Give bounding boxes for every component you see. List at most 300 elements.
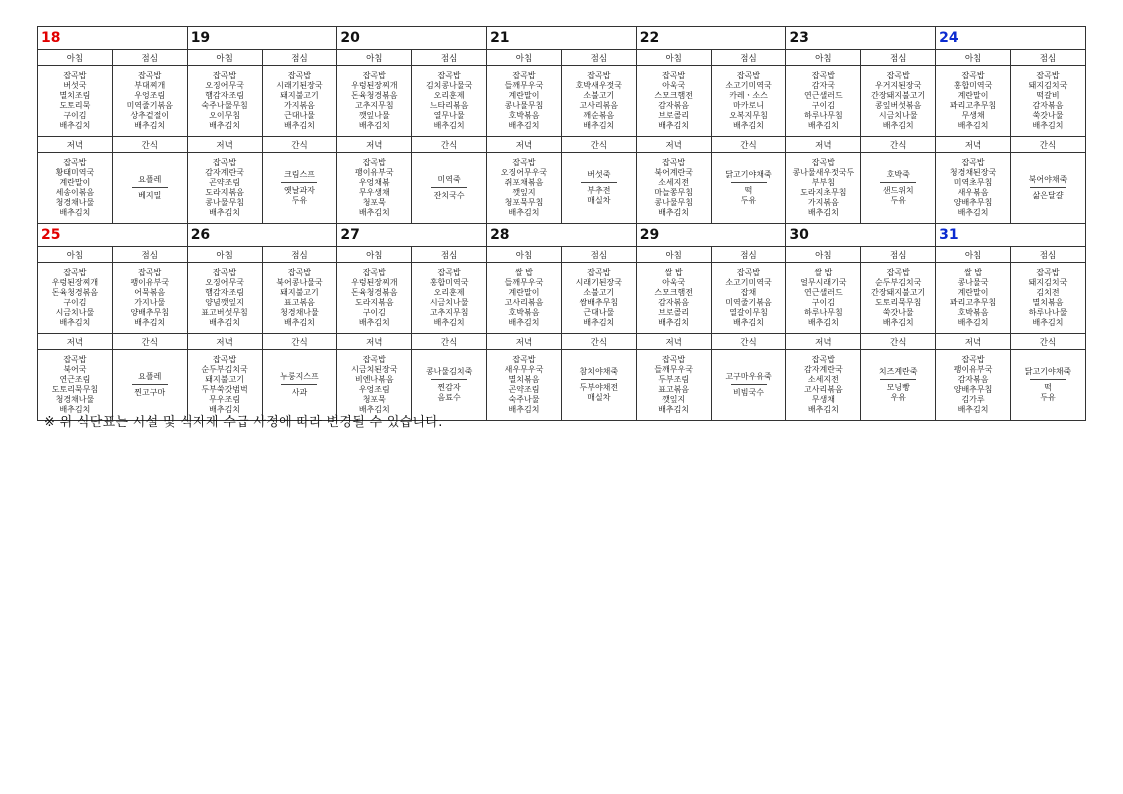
dinner-menu: [337, 153, 412, 224]
snack-item: 크림스프: [283, 170, 315, 179]
dinner-menu: [487, 350, 562, 421]
menu-item: 마카로니: [733, 101, 764, 110]
breakfast-menu: [337, 66, 412, 137]
menu-item: 배추김치: [658, 208, 690, 217]
snack-divider: [731, 384, 767, 385]
snack-item: 우유: [890, 393, 906, 402]
menu-item: 스모크햄전: [654, 91, 693, 100]
menu-item: 세송이볶음: [55, 188, 95, 197]
snack-item: 요플레: [138, 372, 162, 381]
menu-item: 잡곡밥: [362, 158, 386, 167]
menu-item: 깨순볶음: [583, 111, 615, 120]
menu-item: 근대나물: [283, 111, 315, 120]
table-row: [38, 224, 1086, 247]
menu-item: 우렁된장찌개: [351, 81, 398, 90]
menu-item: 고추지무침: [429, 308, 469, 317]
menu-item: 돈육청경볶음: [51, 288, 99, 297]
menu-item: 계란말이: [957, 288, 989, 297]
snack-menu: [112, 153, 187, 224]
menu-item: 곤약조림: [508, 385, 540, 394]
menu-item: 미역줄기볶음: [725, 298, 772, 307]
menu-item: 호박새우젓국: [575, 81, 623, 90]
menu-item: 배추김치: [134, 121, 166, 130]
menu-item: 계란말이: [957, 91, 989, 100]
snack-item: 요플레: [138, 175, 162, 184]
dinner-menu: [187, 350, 262, 421]
dinner-label: 저녁: [487, 334, 562, 350]
menu-item: 배추김치: [209, 405, 241, 414]
menu-item: 도토리묵무침: [875, 298, 922, 307]
menu-item: 무생채: [811, 395, 835, 404]
snack-item: 떡: [744, 186, 753, 195]
menu-item: 잡곡밥: [213, 355, 237, 364]
menu-item: 잡곡밥: [437, 71, 461, 80]
snack-item: 두유: [291, 196, 308, 205]
menu-item: 무우조림: [209, 395, 241, 404]
menu-item: 멸치볶음: [1032, 298, 1064, 307]
snack-divider: [281, 384, 317, 385]
snack-menu: [262, 153, 337, 224]
menu-item: 잡곡밥: [63, 268, 87, 277]
menu-item: 잡곡밥: [213, 71, 237, 80]
menu-item: 배추김치: [283, 121, 315, 130]
snack-menu: [561, 153, 636, 224]
menu-item: 돼지김치국: [1028, 81, 1068, 90]
dinner-label: 저녁: [337, 137, 412, 153]
menu-item: 콩잎버섯볶음: [875, 101, 922, 110]
snack-menu: [112, 350, 187, 421]
lunch-label: 점심: [711, 50, 786, 66]
menu-item: 배추김치: [807, 318, 839, 327]
menu-item: 가지볶음: [807, 198, 839, 207]
menu-item: 쥐포채볶음: [504, 178, 544, 187]
menu-item: 배추김치: [733, 318, 764, 327]
menu-item: 잡곡밥: [662, 71, 686, 80]
snack-item: 두유: [890, 196, 906, 205]
lunch-label: 점심: [112, 247, 187, 263]
menu-item: 구이김: [811, 101, 835, 110]
dinner-menu: [337, 350, 412, 421]
menu-item: 배추김치: [358, 405, 390, 414]
menu-item: 시금치된장국: [351, 365, 398, 374]
snack-item: 옛날과자: [283, 186, 315, 195]
snack-label: 간식: [1010, 137, 1085, 153]
menu-item: 도라지볶음: [205, 188, 244, 197]
dinner-menu: [38, 350, 113, 421]
breakfast-label: 아침: [786, 247, 861, 263]
menu-item: 버섯국: [63, 81, 87, 90]
day-date: 22: [636, 27, 786, 50]
menu-item: 마늘쫑무침: [654, 188, 693, 197]
menu-item: 들깨무우국: [504, 81, 544, 90]
menu-item: 배추김치: [658, 405, 690, 414]
snack-label: 간식: [112, 137, 187, 153]
menu-item: 배추김치: [209, 318, 241, 327]
dinner-label: 저녁: [936, 334, 1011, 350]
menu-item: 배추김치: [209, 121, 241, 130]
snack-item: 닭고기야채죽: [725, 170, 772, 179]
menu-item: 무우생채: [358, 188, 390, 197]
breakfast-label: 아침: [636, 50, 711, 66]
menu-item: 잡곡밥: [512, 158, 536, 167]
menu-item: 하루나나물: [1028, 308, 1068, 317]
menu-item: 잡곡밥: [811, 355, 835, 364]
snack-item: 부추전: [587, 186, 611, 195]
day-date: 18: [38, 27, 188, 50]
dinner-label: 저녁: [786, 137, 861, 153]
menu-item: 잡곡밥: [736, 71, 761, 80]
menu-item: 쌀 밥: [664, 268, 683, 277]
menu-item: 쑥갓나물: [882, 308, 914, 317]
day-date: 27: [337, 224, 487, 247]
dinner-menu: [636, 153, 711, 224]
dinner-label: 저녁: [187, 334, 262, 350]
menu-item: 홍합미역국: [953, 81, 993, 90]
menu-item: 구이김: [362, 308, 386, 317]
menu-item: 오리훈제: [433, 91, 465, 100]
menu-item: 청경채나물: [280, 308, 319, 317]
snack-menu: [861, 350, 936, 421]
menu-item: 콩나물새우젓국두: [792, 168, 855, 177]
menu-item: 쌀 밥: [964, 268, 983, 277]
day-date: 26: [187, 224, 337, 247]
table-row: [38, 153, 1086, 224]
snack-label: 간식: [1010, 334, 1085, 350]
menu-item: 잡곡밥: [512, 71, 536, 80]
day-date: 23: [786, 27, 936, 50]
breakfast-label: 아침: [337, 50, 412, 66]
menu-item: 간장돼지불고기: [871, 91, 926, 100]
menu-item: 우엉조림: [358, 385, 390, 394]
dinner-menu: [786, 350, 861, 421]
menu-item: 팽이유부국: [953, 365, 993, 374]
menu-item: 감자볶음: [1032, 101, 1064, 110]
menu-item: 오이무침: [209, 111, 241, 120]
menu-item: 청포묵: [362, 198, 386, 207]
snack-item: 삶은달걀: [1032, 191, 1064, 200]
snack-item: 샌드위치: [882, 186, 914, 195]
menu-item: 오리훈제: [433, 288, 465, 297]
menu-item: 김가루: [961, 395, 985, 404]
menu-item: 시금치나물: [878, 111, 918, 120]
menu-item: 연근조림: [59, 375, 91, 384]
snack-menu: [1010, 153, 1085, 224]
menu-item: 도라지볶음: [354, 298, 394, 307]
menu-item: 쌀 밥: [814, 268, 833, 277]
lunch-menu: [1010, 263, 1085, 334]
menu-item: 감자국: [811, 81, 835, 90]
menu-item: 소세지전: [807, 375, 839, 384]
menu-item: 브로콜리: [658, 308, 690, 317]
day-date: 21: [487, 27, 637, 50]
menu-item: 배추김치: [508, 405, 540, 414]
menu-item: 배추김치: [807, 121, 839, 130]
dinner-menu: [936, 350, 1011, 421]
dinner-menu: [487, 153, 562, 224]
menu-item: 상추겉절이: [130, 111, 170, 120]
menu-item: 연근샐러드: [804, 288, 843, 297]
breakfast-label: 아침: [487, 50, 562, 66]
snack-item: 떡: [1044, 383, 1052, 392]
menu-item: 아욱국: [662, 278, 686, 287]
dinner-menu: [38, 153, 113, 224]
menu-item: 청경채된장국: [949, 168, 997, 177]
menu-item: 배추김치: [1032, 318, 1064, 327]
menu-item: 감자볶음: [957, 375, 989, 384]
breakfast-label: 아침: [936, 247, 1011, 263]
menu-item: 배추김치: [508, 121, 540, 130]
breakfast-label: 아침: [38, 247, 113, 263]
menu-item: 잡곡밥: [362, 71, 386, 80]
menu-item: 돈육청경볶음: [351, 91, 398, 100]
menu-item: 오징어무국: [205, 81, 244, 90]
breakfast-menu: [187, 66, 262, 137]
menu-item: 고사리볶음: [579, 101, 619, 110]
menu-item: 깻잎지: [512, 188, 536, 197]
menu-item: 감자볶음: [658, 298, 690, 307]
lunch-menu: [112, 66, 187, 137]
snack-item: 매실차: [587, 393, 611, 402]
table-row: [38, 137, 1086, 153]
day-date: 28: [487, 224, 637, 247]
menu-item: 배추김치: [957, 208, 989, 217]
menu-item: 근대나물: [583, 308, 615, 317]
menu-item: 두부쑥갓범벅: [201, 385, 248, 394]
snack-item: 두유: [740, 196, 757, 205]
menu-item: 계란말이: [508, 91, 540, 100]
menu-item: 부부침: [811, 178, 835, 187]
lunch-label: 점심: [861, 50, 936, 66]
breakfast-menu: [487, 66, 562, 137]
menu-item: 배추김치: [209, 208, 241, 217]
dinner-label: 저녁: [38, 334, 113, 350]
menu-item: 열갈이무침: [729, 308, 768, 317]
menu-item: 표고볶음: [283, 298, 315, 307]
menu-item: 잡곡밥: [138, 71, 162, 80]
menu-item: 양배추무침: [953, 198, 993, 207]
breakfast-label: 아침: [187, 247, 262, 263]
menu-item: 돼지불고기: [280, 288, 319, 297]
menu-item: 숙주나물: [508, 395, 540, 404]
menu-item: 황태미역국: [55, 168, 95, 177]
menu-item: 가지볶음: [283, 101, 315, 110]
snack-item: 잔치국수: [433, 191, 465, 200]
menu-item: 청경채나물: [55, 198, 95, 207]
day-date: 24: [936, 27, 1086, 50]
menu-item: 배추김치: [807, 208, 839, 217]
snack-divider: [880, 379, 916, 380]
menu-item: 청경채나물: [55, 395, 95, 404]
snack-item: 참치야채죽: [579, 367, 619, 376]
snack-label: 간식: [711, 334, 786, 350]
snack-menu: [711, 153, 786, 224]
snack-menu: [561, 350, 636, 421]
menu-item: 순두부김치국: [875, 278, 922, 287]
snack-item: 모닝빵: [886, 383, 910, 392]
menu-item: 잡곡밥: [287, 268, 312, 277]
menu-item: 배추김치: [583, 318, 615, 327]
snack-menu: [711, 350, 786, 421]
menu-item: 배추김치: [134, 318, 166, 327]
menu-item: 도토리묵무침: [51, 385, 99, 394]
snack-divider: [431, 379, 467, 380]
menu-item: 미역초무침: [953, 178, 993, 187]
table-row: [38, 350, 1086, 421]
menu-item: 우거지된장국: [875, 81, 922, 90]
lunch-menu: [412, 66, 487, 137]
breakfast-label: 아침: [187, 50, 262, 66]
menu-item: 배추김치: [59, 318, 91, 327]
menu-item: 호박볶음: [957, 308, 989, 317]
menu-item: 배추김치: [508, 208, 540, 217]
menu-item: 배추김치: [957, 318, 989, 327]
breakfast-menu: [38, 66, 113, 137]
lunch-menu: [861, 263, 936, 334]
dinner-label: 저녁: [636, 334, 711, 350]
menu-item: 미역줄기볶음: [126, 101, 173, 110]
lunch-label: 점심: [561, 50, 636, 66]
menu-item: 어묵볶음: [134, 288, 166, 297]
breakfast-label: 아침: [636, 247, 711, 263]
menu-item: 잡곡밥: [886, 268, 910, 277]
menu-item: 햄감자조림: [205, 288, 244, 297]
menu-item: 순두부김치국: [201, 365, 248, 374]
menu-item: 우렁된장찌개: [51, 278, 99, 287]
menu-item: 오복지무침: [729, 111, 768, 120]
snack-item: 버섯죽: [587, 170, 611, 179]
menu-item: 두부조림: [658, 375, 690, 384]
menu-item: 아욱국: [662, 81, 686, 90]
menu-item: 호박볶음: [508, 308, 540, 317]
menu-item: 하루나무침: [804, 308, 843, 317]
menu-item: 호박볶음: [508, 111, 540, 120]
menu-item: 우엉조림: [134, 91, 166, 100]
menu-item: 잡곡밥: [63, 355, 87, 364]
lunch-menu: [861, 66, 936, 137]
menu-item: 고사리볶음: [504, 298, 544, 307]
menu-item: 김치콩나물국: [425, 81, 473, 90]
snack-item: 매실차: [587, 196, 611, 205]
breakfast-menu: [487, 263, 562, 334]
menu-item: 오징어무국: [205, 278, 244, 287]
menu-item: 배추김치: [59, 405, 91, 414]
menu-item: 잡곡밥: [63, 158, 87, 167]
snack-item: 찐고구마: [134, 388, 166, 397]
menu-item: 쌈배추무침: [579, 298, 619, 307]
menu-item: 오징어무우국: [500, 168, 548, 177]
menu-item: 배추김치: [882, 121, 914, 130]
snack-item: 미역죽: [437, 175, 461, 184]
menu-item: 배추김치: [433, 318, 465, 327]
day-date: 20: [337, 27, 487, 50]
menu-item: 구이김: [63, 111, 87, 120]
menu-item: 팽이유부국: [130, 278, 170, 287]
dinner-label: 저녁: [636, 137, 711, 153]
snack-item: 호박죽: [886, 170, 910, 179]
menu-item: 깻잎지: [662, 395, 686, 404]
day-date: 19: [187, 27, 337, 50]
breakfast-label: 아침: [487, 247, 562, 263]
lunch-label: 점심: [412, 247, 487, 263]
menu-item: 열무나물: [433, 111, 465, 120]
snack-label: 간식: [561, 334, 636, 350]
dinner-label: 저녁: [187, 137, 262, 153]
snack-divider: [1030, 379, 1066, 380]
menu-item: 잡곡밥: [1036, 71, 1060, 80]
table-row: [38, 27, 1086, 50]
breakfast-menu: [38, 263, 113, 334]
breakfast-menu: [786, 263, 861, 334]
menu-item: 잡곡밥: [213, 268, 237, 277]
snack-menu: [412, 350, 487, 421]
menu-item: 양배추무침: [130, 308, 170, 317]
menu-item: 쌀 밥: [514, 268, 533, 277]
menu-item: 배추김치: [583, 121, 615, 130]
menu-item: 배추김치: [59, 208, 91, 217]
menu-item: 청포묵무침: [504, 198, 544, 207]
snack-item: 음료수: [437, 393, 461, 402]
table-row: [38, 66, 1086, 137]
menu-item: 쑥갓나물: [1032, 111, 1064, 120]
menu-item: 계란말이: [59, 178, 91, 187]
menu-item: 고사리볶음: [804, 385, 843, 394]
menu-item: 잡곡밥: [886, 71, 910, 80]
snack-item: 치즈계란죽: [878, 367, 918, 376]
menu-item: 스모크햄전: [654, 288, 693, 297]
menu-item: 배추김치: [433, 121, 465, 130]
dinner-menu: [187, 153, 262, 224]
dinner-label: 저녁: [487, 137, 562, 153]
menu-item: 잡곡밥: [138, 268, 162, 277]
menu-item: 새우볶음: [957, 188, 989, 197]
snack-menu: [412, 153, 487, 224]
menu-item: 가지나물: [134, 298, 166, 307]
menu-item: 잡곡밥: [63, 71, 87, 80]
breakfast-menu: [936, 66, 1011, 137]
lunch-menu: [561, 263, 636, 334]
menu-item: 시금치나물: [429, 298, 469, 307]
snack-item: 찐감자: [437, 383, 461, 392]
menu-item: 브로콜리: [658, 111, 690, 120]
snack-divider: [132, 384, 168, 385]
dinner-label: 저녁: [936, 137, 1011, 153]
menu-item: 무생채: [961, 111, 985, 120]
menu-item: 새우무우국: [504, 365, 544, 374]
snack-label: 간식: [412, 334, 487, 350]
menu-item: 떡갈비: [1036, 91, 1060, 100]
menu-item: 돼지불고기: [205, 375, 244, 384]
day-date: 30: [786, 224, 936, 247]
snack-label: 간식: [861, 334, 936, 350]
menu-item: 잡곡밥: [437, 268, 461, 277]
table-row: [38, 247, 1086, 263]
menu-item: 배추김치: [733, 121, 764, 130]
snack-item: 누룽지스프: [280, 372, 319, 381]
menu-item: 배추김치: [358, 318, 390, 327]
menu-item: 잡곡밥: [287, 71, 312, 80]
menu-item: 시금치나물: [55, 308, 95, 317]
snack-item: 콩나물김치죽: [425, 367, 473, 376]
snack-menu: [262, 350, 337, 421]
menu-item: 간장돼지불고기: [871, 288, 926, 297]
breakfast-menu: [636, 66, 711, 137]
day-date: 25: [38, 224, 188, 247]
menu-item: 소고기미역국: [725, 278, 772, 287]
menu-item: 하루나무침: [804, 111, 843, 120]
menu-item: 배추김치: [807, 405, 839, 414]
menu-item: 부대찌개: [134, 81, 166, 90]
lunch-menu: [1010, 66, 1085, 137]
